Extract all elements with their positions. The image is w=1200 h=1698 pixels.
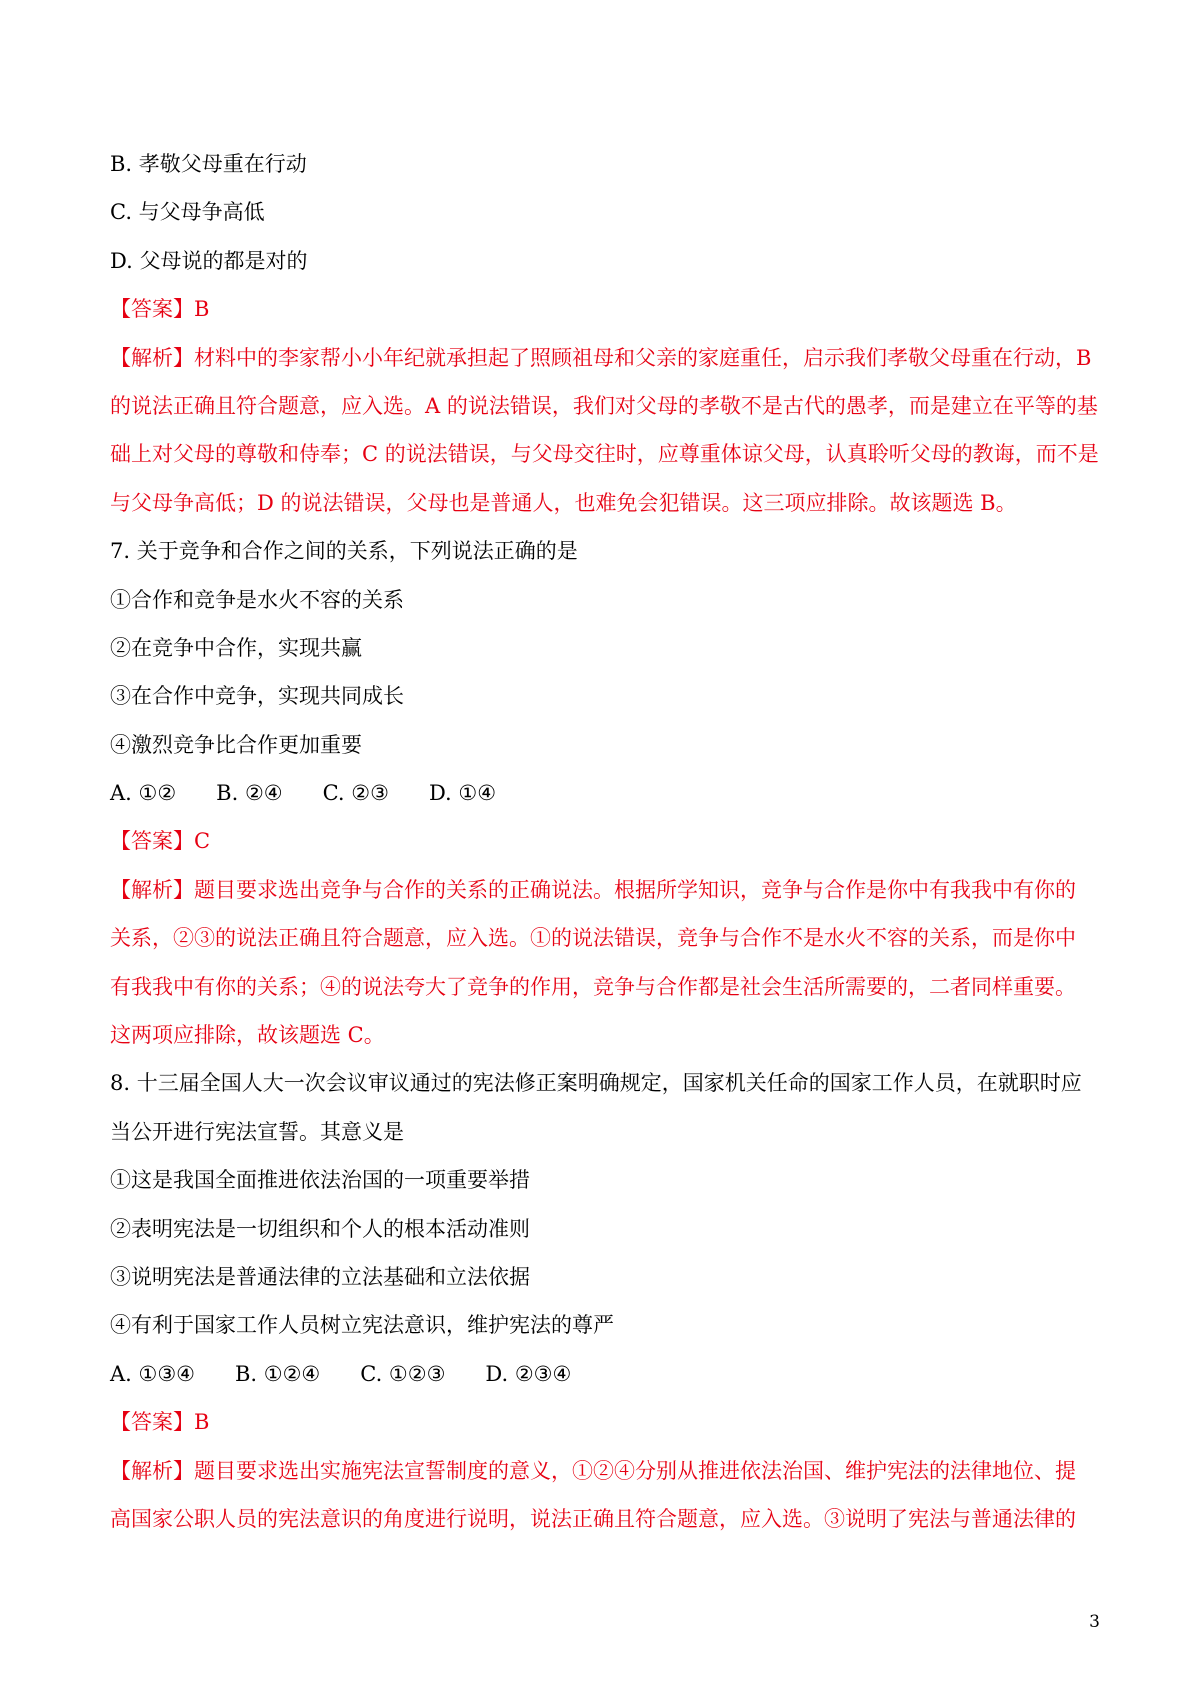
q6-option-c: C. 与父母争高低 <box>110 200 265 225</box>
q6-answer <box>110 285 1100 333</box>
answer-tag: 【答案】 <box>110 829 194 854</box>
q6-analysis-line: 础上对父母的尊敬和侍奉；C 的说法错误，与父母交往时，应尊重体谅父母，认真聆听父母的教诲，而不是 <box>110 442 1099 467</box>
choice-a: A. ①② <box>110 781 177 806</box>
q8-stem: 8. 十三届全国人大一次会议审议通过的宪法修正案明确规定，国家机关任命的国家工作人员，在就职时应 <box>110 1071 1082 1096</box>
q6-option-d: D. 父母说的都是对的 <box>110 248 308 273</box>
answer-tag: 【答案】 <box>110 1410 194 1435</box>
q7-item: ③在合作中竞争，实现共同成长 <box>110 684 404 709</box>
analysis-tag: 【解析】 <box>110 1458 194 1483</box>
q7-item: ②在竞争中合作，实现共赢 <box>110 635 362 660</box>
document-body <box>110 140 1100 1543</box>
q6-analysis-line: 与父母争高低；D 的说法错误，父母也是普通人，也难免会犯错误。这三项应排除。故该题选 B。 <box>110 490 1017 515</box>
q7-analysis-line: 这两项应排除，故该题选 C。 <box>110 1023 385 1048</box>
choice-b: B. ②④ <box>216 781 283 806</box>
q7-stem: 7. 关于竞争和合作之间的关系，下列说法正确的是 <box>110 539 578 564</box>
page-number: 3 <box>1089 1612 1100 1632</box>
q8-item: ①这是我国全面推进依法治国的一项重要举措 <box>110 1168 530 1193</box>
q8-analysis-line: 【解析】题目要求选出实施宪法宣誓制度的意义，①②④分别从推进依法治国、维护宪法的法律地位、提 <box>110 1458 1076 1483</box>
analysis-tag: 【解析】 <box>110 345 194 370</box>
q7-item: ①合作和竞争是水火不容的关系 <box>110 587 404 612</box>
answer-value: B <box>194 297 210 322</box>
q6-analysis-line: 的说法正确且符合题意，应入选。A 的说法错误，我们对父母的孝敬不是古代的愚孝，而是建立在平等的基 <box>110 393 1098 418</box>
q8-item: ②表明宪法是一切组织和个人的根本活动准则 <box>110 1216 530 1241</box>
q7-item: ④激烈竞争比合作更加重要 <box>110 732 362 757</box>
choice-a: A. ①③④ <box>110 1361 195 1386</box>
choice-b: B. ①②④ <box>235 1361 321 1386</box>
q8-stem: 当公开进行宪法宣誓。其意义是 <box>110 1119 404 1144</box>
q8-answer <box>110 1398 1100 1446</box>
answer-value: B <box>194 1410 210 1435</box>
q6-analysis-line: 【解析】材料中的李家帮小小年纪就承担起了照顾祖母和父亲的家庭重任，启示我们孝敬父母重在行动，B <box>110 345 1092 370</box>
answer-tag: 【答案】 <box>110 297 194 322</box>
q7-analysis-line: 有我我中有你的关系；④的说法夸大了竞争的作用，竞争与合作都是社会生活所需要的，二者同样重要。 <box>110 974 1076 999</box>
q8-item: ③说明宪法是普通法律的立法基础和立法依据 <box>110 1264 530 1289</box>
answer-value: C <box>194 829 211 854</box>
choice-c: C. ②③ <box>322 781 389 806</box>
choice-d: D. ②③④ <box>485 1361 572 1386</box>
analysis-tag: 【解析】 <box>110 877 194 902</box>
q8-analysis-line: 高国家公职人员的宪法意识的角度进行说明，说法正确且符合题意，应入选。③说明了宪法与普通法律的 <box>110 1506 1076 1531</box>
q6-option-b: B. 孝敬父母重在行动 <box>110 152 307 176</box>
choice-d: D. ①④ <box>428 781 497 806</box>
q7-answer <box>110 817 1100 865</box>
q8-item: ④有利于国家工作人员树立宪法意识，维护宪法的尊严 <box>110 1313 614 1338</box>
q7-choices <box>110 769 1100 817</box>
choice-c: C. ①②③ <box>360 1361 446 1386</box>
q8-choices <box>110 1350 1100 1398</box>
q7-analysis-line: 关系，②③的说法正确且符合题意，应入选。①的说法错误，竞争与合作不是水火不容的关系，而是你中 <box>110 926 1076 951</box>
q7-analysis-line: 【解析】题目要求选出竞争与合作的关系的正确说法。根据所学知识，竞争与合作是你中有我我中有你的 <box>110 877 1076 902</box>
